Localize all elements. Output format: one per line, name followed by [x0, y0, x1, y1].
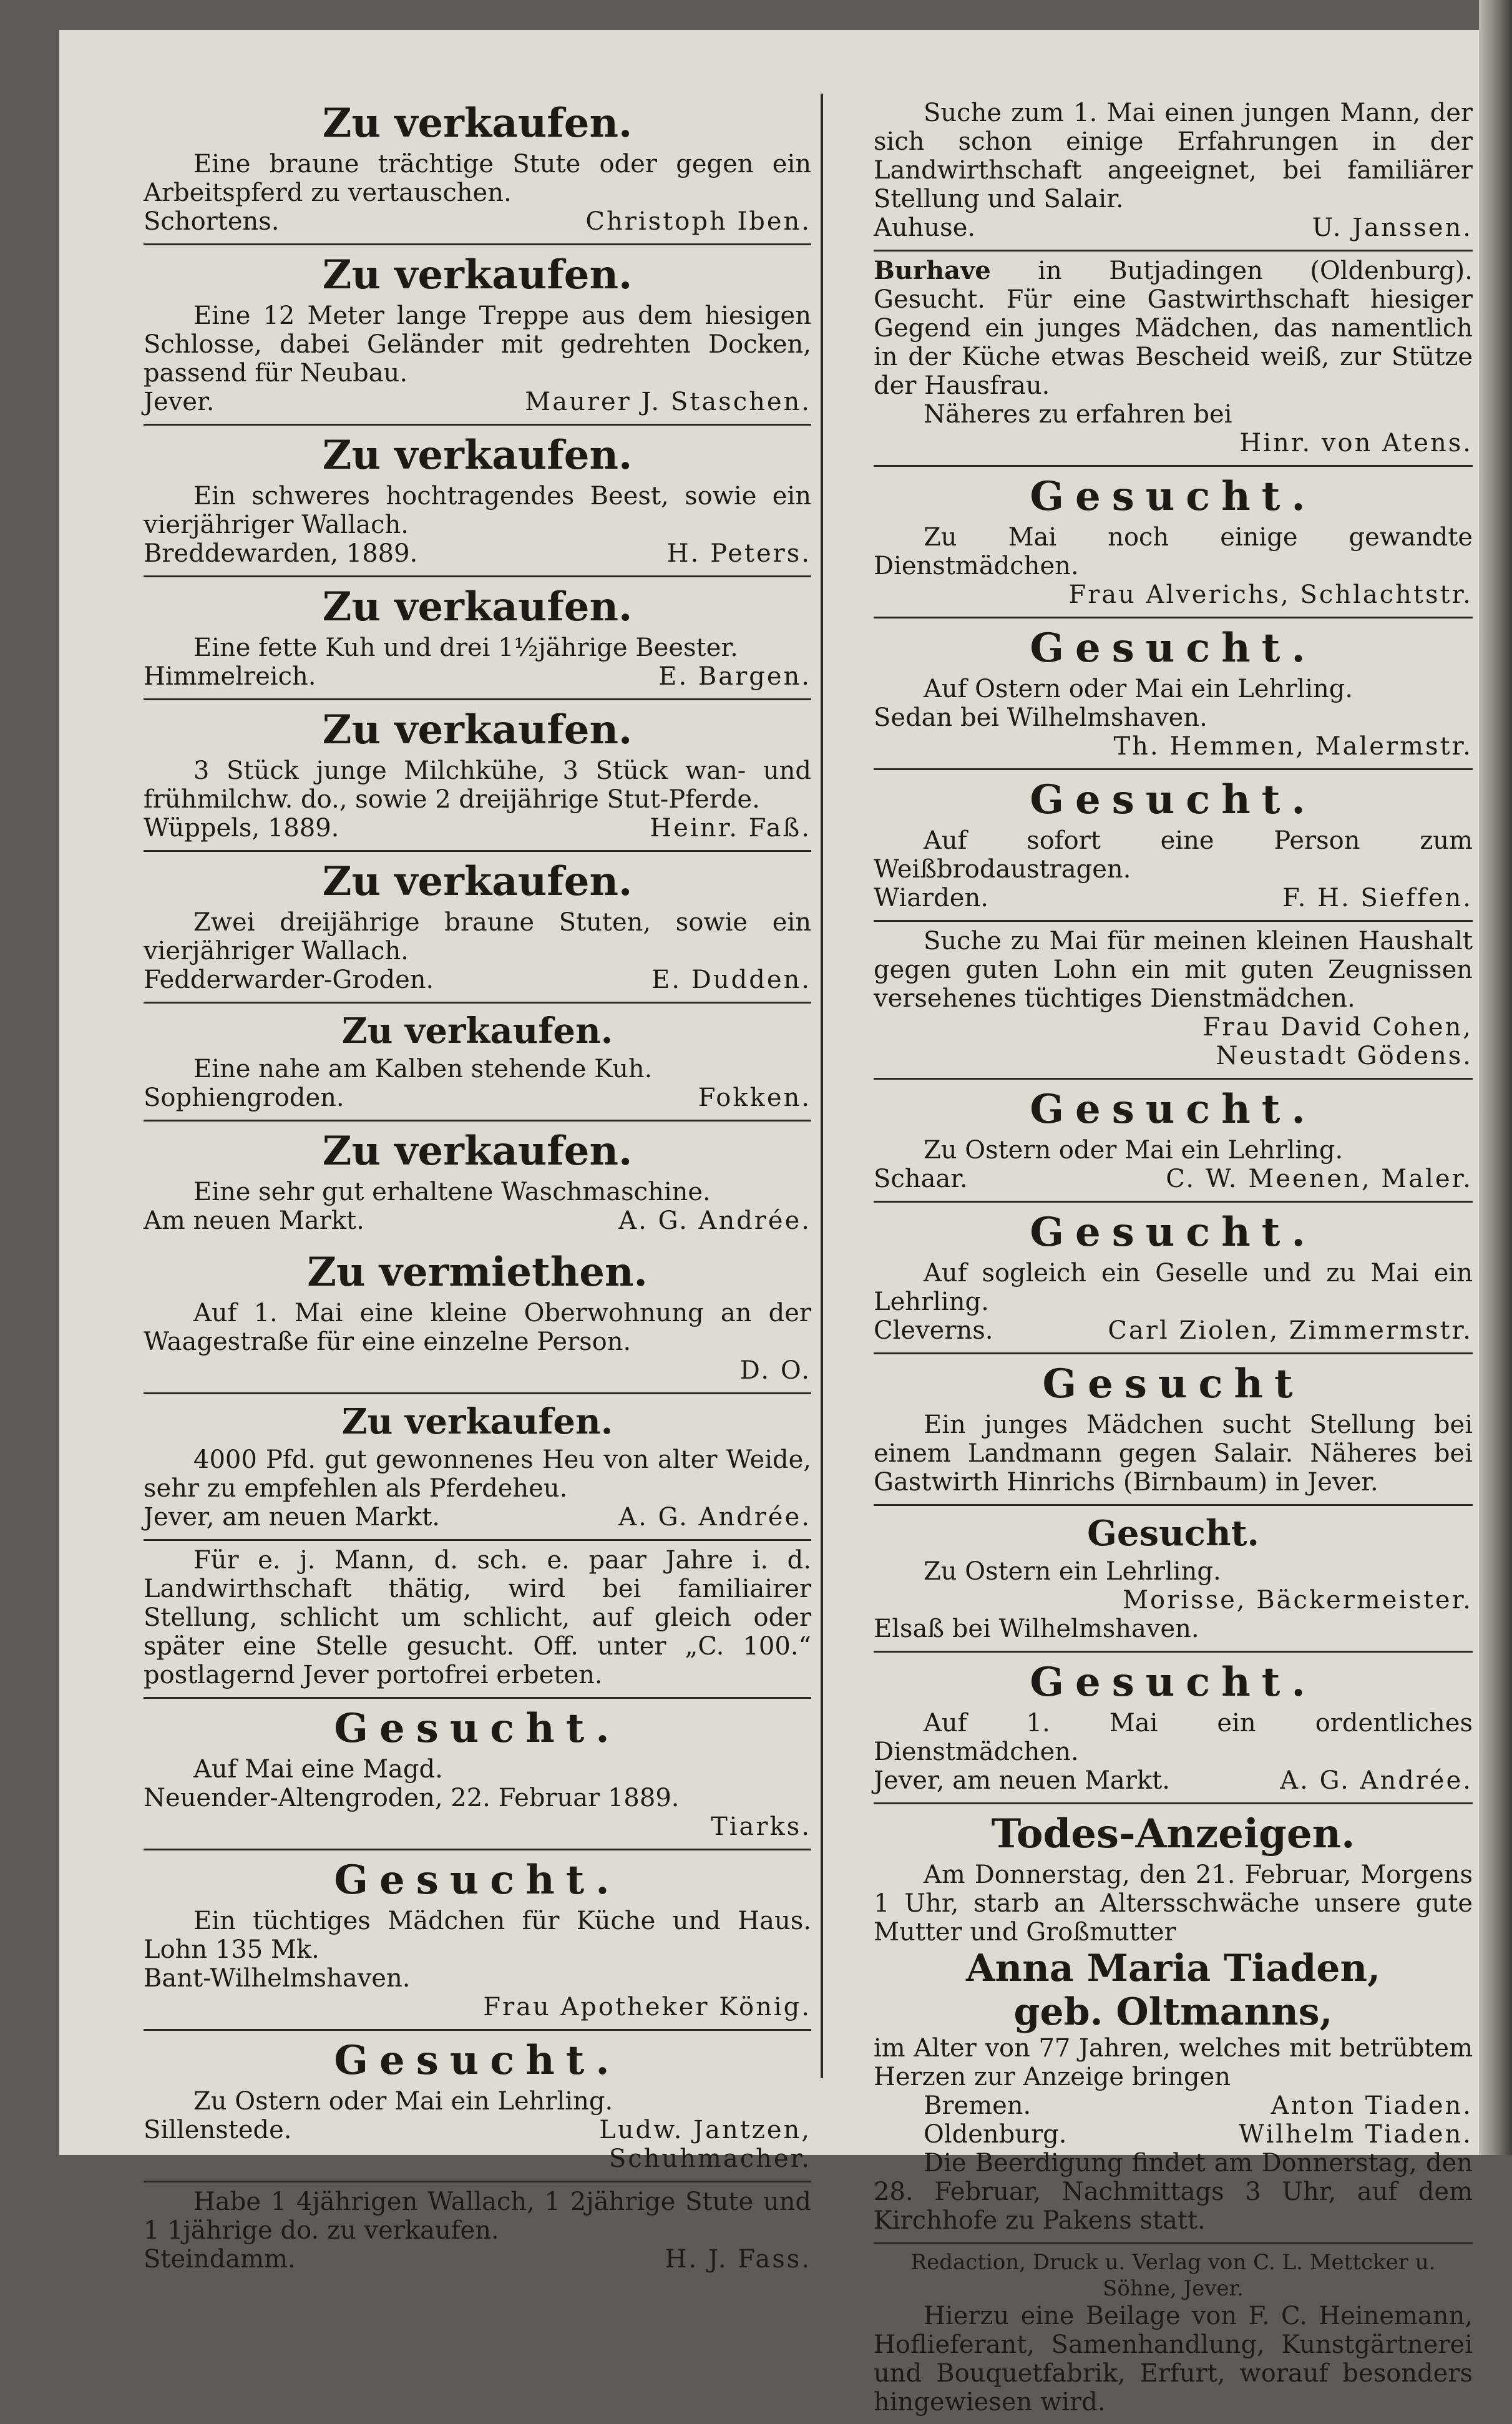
mourner-city: Oldenburg. [924, 2120, 1067, 2149]
right-column [874, 94, 1473, 2424]
ad-place: Jever, am neuen Markt. [144, 1503, 440, 1532]
ad-signature: Hinr. von Atens. [1239, 429, 1473, 457]
ad-text: Eine sehr gut erhaltene Waschmaschine. [193, 1178, 711, 1206]
classified-ad [874, 1354, 1473, 1506]
ad-text: Ein schweres hochtragendes Beest, sowie ein vierjähriger Wallach. [144, 482, 811, 539]
ad-signature: H. J. Fass. [665, 2245, 811, 2274]
ad-heading: Gesucht. [1030, 776, 1317, 823]
classified-ad [874, 1653, 1473, 1804]
classified-ad [144, 1850, 811, 2031]
classified-ad [144, 1394, 811, 1541]
column-divider [821, 94, 823, 2078]
ad-heading: Gesucht. [1030, 473, 1317, 520]
ad-heading: Gesucht. [1030, 1659, 1317, 1706]
ad-heading: Zu verkaufen. [322, 252, 633, 298]
ad-text: in Butjadingen (Oldenburg). Gesucht. Für eine Gastwirthschaft hiesiger Gegend ein junges Mädchen, das namentlich in der Küche etwas Bescheid weiß, zur Stütze der Hausfrau. [874, 257, 1473, 400]
ad-place: Jever. [144, 388, 215, 416]
ad-place: Wüppels, 1889. [144, 814, 339, 843]
mourner-name: Wilhelm Tiaden. [1239, 2120, 1473, 2149]
ad-signature: Ludw. Jantzen, [599, 2116, 811, 2144]
ad-place: Sillenstede. [144, 2116, 292, 2144]
ad-place: Wiarden. [874, 884, 988, 912]
ad-text: Ein junges Mädchen sucht Stellung bei einem Landmann gegen Salair. Näheres bei Gastwirth Hinrichs (Birnbaum) in Jever. [874, 1410, 1473, 1497]
death-notice-text-2: im Alter von 77 Jahren, welches mit betrübtem Herzen zur Anzeige bringen [874, 2034, 1473, 2091]
ad-place: Steindamm. [144, 2245, 296, 2274]
ad-text: Auf sogleich ein Geselle und zu Mai ein Lehrling. [874, 1259, 1473, 1316]
ad-signature: U. Janssen. [1312, 213, 1473, 242]
classified-ad [874, 1080, 1473, 1203]
classified-ad [144, 426, 811, 577]
ad-signature: Heinr. Faß. [650, 814, 811, 843]
ad-text: Zu Ostern oder Mai ein Lehrling. [924, 1136, 1344, 1165]
ad-text: Auf Ostern oder Mai ein Lehrling. [924, 675, 1353, 703]
ad-signature: Christoph Iben. [585, 207, 811, 236]
ad-signature: C. W. Meenen, Maler. [1166, 1165, 1473, 1193]
ad-text: Suche zu Mai für meinen kleinen Haushalt gegen guten Lohn ein mit guten Zeugnissen versehenes tüchtiges Dienstmädchen. [874, 927, 1473, 1013]
ad-heading: Zu verkaufen. [322, 706, 633, 753]
ad-text: Eine fette Kuh und drei 1½jährige Beester. [193, 633, 738, 662]
ad-signature: Frau Alverichs, Schlachtstr. [1068, 580, 1473, 609]
ad-text: 3 Stück junge Milchkühe, 3 Stück wan- und frühmilchw. do., sowie 2 dreijährige Stut-Pferde. [144, 756, 811, 814]
ad-text: Ein tüchtiges Mädchen für Küche und Haus. Lohn 135 Mk. [144, 1907, 811, 1964]
death-notice-heading: Todes-Anzeigen. [991, 1811, 1355, 1857]
ad-place: Cleverns. [874, 1316, 993, 1345]
ad-signature: Frau David Cohen, [1202, 1013, 1473, 1042]
classified-ad [144, 852, 811, 1004]
ad-signature: Tiarks. [711, 1812, 811, 1841]
ad-signature: A. G. Andrée. [618, 1503, 811, 1532]
left-column [144, 94, 811, 2281]
ad-text: Auf 1. Mai ein ordentliches Dienstmädchen. [874, 1709, 1473, 1766]
ad-lead: Burhave [874, 256, 991, 285]
ad-heading: Gesucht. [334, 1857, 621, 1904]
death-notice [874, 1804, 1473, 2244]
ad-heading: Gesucht. [334, 2037, 621, 2084]
death-notice-text: Am Donnerstag, den 21. Februar, Morgens 1 Uhr, starb an Altersschwäche unsere gute Mutter und Großmutter [874, 1860, 1473, 1947]
classified-ad [874, 618, 1473, 770]
ad-text: Auf 1. Mai eine kleine Oberwohnung an der Waagestraße für eine einzelne Person. [144, 1299, 811, 1356]
ad-text: Zwei dreijährige braune Stuten, sowie ein vierjähriger Wallach. [144, 908, 811, 965]
mourner-name: Anton Tiaden. [1271, 2091, 1473, 2120]
ad-heading: Zu verkaufen. [341, 1401, 613, 1442]
ad-heading: Gesucht. [1087, 1513, 1259, 1554]
ad-heading: Zu verkaufen. [322, 584, 633, 630]
classified-ad [874, 1203, 1473, 1354]
ad-heading: Zu verkaufen. [322, 100, 633, 147]
ad-signature: E. Bargen. [658, 662, 811, 691]
classified-ad [874, 252, 1473, 467]
ad-signature: F. H. Sieffen. [1282, 884, 1473, 912]
classified-ad [874, 770, 1473, 922]
classified-ad [144, 2031, 811, 2182]
ad-signature: A. G. Andrée. [618, 1206, 811, 1235]
ad-place: Schaar. [874, 1165, 968, 1193]
ad-text: Zu Mai noch einige gewandte Dienstmädchen. [874, 523, 1473, 580]
ad-signature: A. G. Andrée. [1280, 1766, 1473, 1795]
ad-text: Suche zum 1. Mai einen jungen Mann, der sich schon einige Erfahrungen in der Landwirthschaft angeeignet, bei familiärer Stellung und Salair. [874, 99, 1473, 213]
ad-heading: Zu vermiethen. [307, 1249, 648, 1296]
classified-ad [144, 577, 811, 700]
ad-signature: Carl Ziolen, Zimmermstr. [1108, 1316, 1473, 1345]
ad-place: Sophiengroden. [144, 1083, 344, 1112]
ad-place: Neuender-Altengroden, 22. Februar 1889. [144, 1784, 680, 1812]
classified-ad [144, 1541, 811, 1699]
ad-signature: Frau Apotheker König. [483, 1993, 811, 2021]
ad-place: Auhuse. [874, 213, 976, 242]
ad-line: Sedan bei Wilhelmshaven. [874, 703, 1207, 732]
ad-text: Habe 1 4jährigen Wallach, 1 2jährige Stute und 1 1jährige do. zu verkaufen. [144, 2187, 811, 2245]
ad-heading: Gesucht. [1030, 1209, 1317, 1256]
classified-ad [144, 1699, 811, 1850]
ad-place: Fedderwarder-Groden. [144, 965, 434, 994]
ad-signature: Maurer J. Staschen. [525, 388, 811, 416]
mourner-city: Bremen. [924, 2091, 1032, 2120]
ad-text: Für e. j. Mann, d. sch. e. paar Jahre i. d. Landwirthschaft thätig, wird bei familiairer Stellung, schlicht um schlicht, auf gleich oder später eine Stelle gesucht. Off. unter „C. 100.“ postlagernd Jever portofrei erbeten. [144, 1546, 811, 1689]
ad-place: Breddewarden, 1889. [144, 539, 418, 568]
deceased-maiden-name: geb. Oltmanns, [1013, 1990, 1333, 2034]
ad-heading: Gesucht [1042, 1361, 1304, 1407]
ad-text: Zu Ostern oder Mai ein Lehrling. [193, 2087, 613, 2116]
ad-text: Eine braune trächtige Stute oder gegen ein Arbeitspferd zu vertauschen. [144, 150, 811, 207]
ad-signature: E. Dudden. [651, 965, 811, 994]
classified-ad [144, 700, 811, 852]
ad-heading: Zu verkaufen. [341, 1010, 613, 1052]
ad-heading: Zu verkaufen. [322, 858, 633, 905]
classified-ad [144, 94, 811, 245]
classified-ad [144, 1243, 811, 1394]
classified-ad [874, 467, 1473, 618]
deceased-name: Anna Maria Tiaden, [966, 1947, 1380, 1990]
classified-ad [144, 245, 811, 426]
classified-ad [144, 1004, 811, 1122]
ad-text: Eine 12 Meter lange Treppe aus dem hiesigen Schlosse, dabei Geländer mit gedrehten Docken, passend für Neubau. [144, 301, 811, 388]
ad-heading: Zu verkaufen. [322, 432, 633, 479]
ad-signature: Morisse, Bäckermeister. [1123, 1586, 1473, 1615]
ad-signature-line2: Neustadt Gödens. [1216, 1042, 1473, 1070]
imprint-line: Redaction, Druck u. Verlag von C. L. Mettcker u. Söhne, Jever. [910, 2250, 1436, 2301]
ad-place: Jever, am neuen Markt. [874, 1766, 1170, 1795]
ad-heading: Gesucht. [1030, 625, 1317, 672]
ad-signature: Th. Hemmen, Malermstr. [1113, 732, 1473, 761]
ad-place: Elsaß bei Wilhelmshaven. [874, 1615, 1199, 1643]
classified-ad [874, 922, 1473, 1080]
ad-heading: Gesucht. [1030, 1086, 1317, 1133]
ad-text: 4000 Pfd. gut gewonnenes Heu von alter Weide, sehr zu empfehlen als Pferdeheu. [144, 1445, 811, 1503]
ad-place: Am neuen Markt. [144, 1206, 364, 1235]
classified-ad [874, 94, 1473, 252]
imprint-block [874, 2244, 1473, 2424]
ad-text: Auf sofort eine Person zum Weißbrodaustragen. [874, 826, 1473, 884]
funeral-text: Die Beerdigung findet am Donnerstag, den 28. Februar, Nachmittags 3 Uhr, auf dem Kirchhofe zu Pakens statt. [874, 2149, 1473, 2235]
supplement-note: Hierzu eine Beilage von F. C. Heinemann, Hoflieferant, Samenhandlung, Kunstgärtnerei und Bouquetfabrik, Erfurt, worauf besonders hingewiesen wird. [874, 2302, 1473, 2417]
ad-signature: H. Peters. [666, 539, 811, 568]
ad-heading: Gesucht. [334, 1705, 621, 1752]
ad-text: Zu Ostern ein Lehrling. [924, 1557, 1221, 1586]
ad-signature: Fokken. [698, 1083, 811, 1112]
ad-text: Eine nahe am Kalben stehende Kuh. [193, 1055, 653, 1083]
book-binding-edge [1479, 0, 1512, 2155]
classified-ad [144, 2182, 811, 2281]
ad-signature-line2: Schuhmacher. [608, 2144, 811, 2173]
ad-place: Schortens. [144, 207, 280, 236]
ad-signature: D. O. [739, 1356, 811, 1385]
ad-place: Himmelreich. [144, 662, 316, 691]
ad-line: Näheres zu erfahren bei [924, 400, 1232, 429]
ad-text: Auf Mai eine Magd. [193, 1755, 443, 1784]
classified-ad [144, 1122, 811, 1243]
ad-heading: Zu verkaufen. [322, 1128, 633, 1175]
ad-place: Bant-Wilhelmshaven. [144, 1964, 411, 1993]
classified-ad [874, 1506, 1473, 1653]
